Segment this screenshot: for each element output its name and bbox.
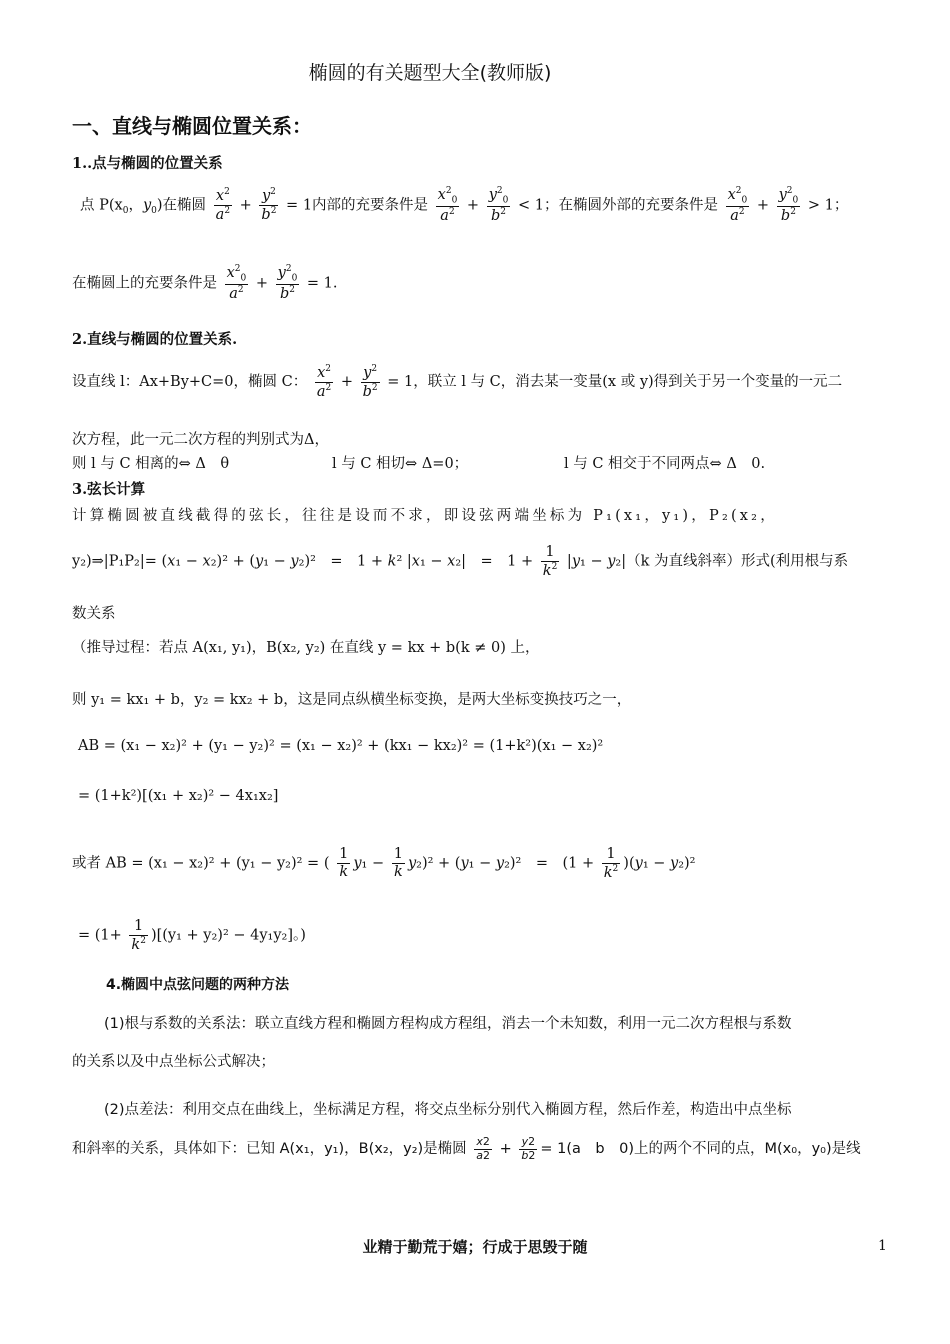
text: = 1(a b 0)上的两个不同的点，M(x₀，y₀)是线 — [540, 1141, 861, 1158]
s4-p1-line1: (1)根与系数的关系法：联立直线方程和椭圆方程构成方程组，消去一个未知数，利用一元二次方程根与系数 — [104, 1016, 792, 1032]
fraction: $\frac{1}{k}$ — [339, 846, 349, 881]
s2-line3a: 则 l 与 C 相离的⇔ Δ θ — [72, 456, 230, 472]
s3-line2: y₂)⇒|P₁P₂|= (x₁ − x₂)² + (y₁ − y₂)² = 1 + k² |x₁ − x₂| = 1 + $\frac{1}{k^2}$ |y₁ − y₂|（k 为直线斜率）形式(利用根与系 — [72, 544, 849, 579]
page-number: 1 — [878, 1238, 887, 1254]
fraction: $\frac{y^2_0}{b^2}$ — [778, 186, 799, 224]
s1-line1: 点 $P(x_0$，$y_0$)在椭圆 $\frac{x^2}{a^2}$ + $\frac{y^2}{b^2}$ = 1内部的充要条件是 $\frac{x^2_0}{a^2}$ + $\frac{y^2_0}{b^2}$ < 1；在椭圆外部的充要条件是 $\frac{x^2_0}{a^2}$ + $\frac{y^2_0}{b^2}$ > 1； — [80, 186, 849, 224]
text: 在椭圆上的充要条件是 — [72, 275, 217, 292]
fraction: $\frac{1}{k^2}$ — [542, 544, 558, 579]
section-heading: 一、直线与椭圆位置关系： — [72, 114, 312, 138]
text: 在椭圆 — [162, 197, 207, 214]
s1-line2: 在椭圆上的充要条件是 $\frac{x^2_0}{a^2}$ + $\frac{y^2_0}{b^2}$ = 1. — [72, 264, 338, 302]
s4-p1-line2: 的关系以及中点坐标公式解决； — [72, 1054, 275, 1070]
fraction: $\frac{y^2_0}{b^2}$ — [488, 186, 509, 224]
text: )[(y₁ + y₂)² − 4y₁y₂]。) — [150, 927, 306, 944]
fraction: $\frac{1}{k^2}$ — [603, 846, 619, 881]
fraction: $\frac{x^2}{a^2}$ — [215, 187, 231, 223]
fraction: $\frac{y2}{b2}$ — [521, 1135, 536, 1162]
text: 点 P(x — [80, 197, 123, 214]
fraction: $\frac{x^2_0}{a^2}$ — [437, 186, 458, 224]
text: y₂)⇒|P₁P₂|= — [72, 553, 157, 570]
s3-line5: 则 y₁ = kx₁ + b，y₂ = kx₂ + b，这是同点纵横坐标变换，是两大坐标变换技巧之一， — [72, 692, 632, 708]
s3-line3: 数关系 — [72, 606, 116, 622]
fraction: $\frac{x^2_0}{a^2}$ — [727, 186, 748, 224]
fraction: $\frac{y^2}{b^2}$ — [261, 187, 277, 223]
page-title: 椭圆的有关题型大全(教师版) — [308, 62, 552, 84]
subsection-3-heading: 3.弦长计算 — [72, 481, 146, 498]
text: （k 为直线斜率）形式(利用根与系 — [626, 553, 849, 570]
fraction: $\frac{x^2_0}{a^2}$ — [226, 264, 247, 302]
text: 内部的充要条件是 — [312, 197, 429, 214]
s2-line2: 次方程，此一元二次方程的判别式为Δ， — [72, 432, 329, 448]
s3-line7: = (1+k²)[(x₁ + x₂)² − 4x₁x₂] — [78, 788, 279, 804]
footer-motto: 业精于勤荒于嬉；行成于思毁于随 — [362, 1238, 588, 1256]
text: 或者 AB = (x₁ − x₂)² + (y₁ − y₂)² = ( — [72, 855, 330, 872]
fraction: $\frac{x2}{a2}$ — [476, 1135, 491, 1162]
subsection-2-heading: 2.直线与椭圆的位置关系. — [72, 331, 238, 348]
text: 和斜率的关系，具体如下：已知 A(x₁，y₁)，B(x₂，y₂)是椭圆 — [72, 1141, 467, 1158]
fraction: $\frac{1}{k}$ — [393, 846, 403, 881]
text: ；在椭圆外部的充要条件是 — [543, 197, 718, 214]
fraction: $\frac{1}{k^2}$ — [131, 918, 146, 953]
s3-line1: 计算椭圆被直线截得的弦长，往往是设而不求，即设弦两端坐标为 P₁(x₁，y₁)，P₂(x₂， — [72, 508, 778, 524]
s4-p2-line1: (2)点差法：利用交点在曲线上，坐标满足方程，将交点坐标分别代入椭圆方程，然后作差，构造出中点坐标 — [104, 1102, 792, 1118]
text: ，联立 l 与 C，消去某一变量(x 或 y)得到关于另一个变量的一元二 — [413, 374, 843, 390]
fraction: $\frac{y^2}{b^2}$ — [362, 364, 378, 400]
subsection-1-heading: 1..点与椭圆的位置关系 — [72, 155, 223, 172]
s3-line8: 或者 AB = (x₁ − x₂)² + (y₁ − y₂)² = ( $\frac{1}{k}$ y₁ − $\frac{1}{k}$ y₂)² + (y₁ − y₂)² = (1 + $\frac{1}{k^2}$ )(y₁ − y₂)² — [72, 846, 696, 881]
fraction: $\frac{x^2}{a^2}$ — [316, 364, 332, 400]
s4-p2-line2: 和斜率的关系，具体如下：已知 A(x₁，y₁)，B(x₂，y₂)是椭圆 $\frac{x2}{a2}$ + $\frac{y2}{b2}$ = 1(a b 0)上的两个不同的点，M(x₀，y₀)是线 — [72, 1135, 861, 1162]
s3-line9 — [78, 918, 306, 953]
s2-line3b: l 与 C 相切⇔ Δ=0； — [332, 456, 469, 472]
fraction: $\frac{y^2_0}{b^2}$ — [277, 264, 298, 302]
subsection-4-heading: 4.椭圆中点弦问题的两种方法 — [106, 977, 290, 993]
s2-line3c: l 与 C 相交于不同两点⇔ Δ 0. — [564, 456, 766, 472]
s3-line6: AB = (x₁ − x₂)² + (y₁ − y₂)² = (x₁ − x₂)² + (kx₁ − kx₂)² = (1+k²)(x₁ − x₂)² — [78, 738, 604, 754]
s3-line4: （推导过程：若点 A(x₁, y₁)，B(x₂, y₂) 在直线 y = kx + b(k ≠ 0) 上， — [72, 640, 540, 656]
text: = (1+ — [78, 927, 122, 944]
text: 设直线 l：Ax+By+C=0，椭圆 C： — [72, 374, 308, 390]
s2-line1: 设直线 l：Ax+By+C=0，椭圆 C： $\frac{x^2}{a^2}$ + $\frac{y^2}{b^2}$ = 1，联立 l 与 C，消去某一变量(x 或 y)得到关于另一个变量的一元二 — [72, 364, 843, 400]
